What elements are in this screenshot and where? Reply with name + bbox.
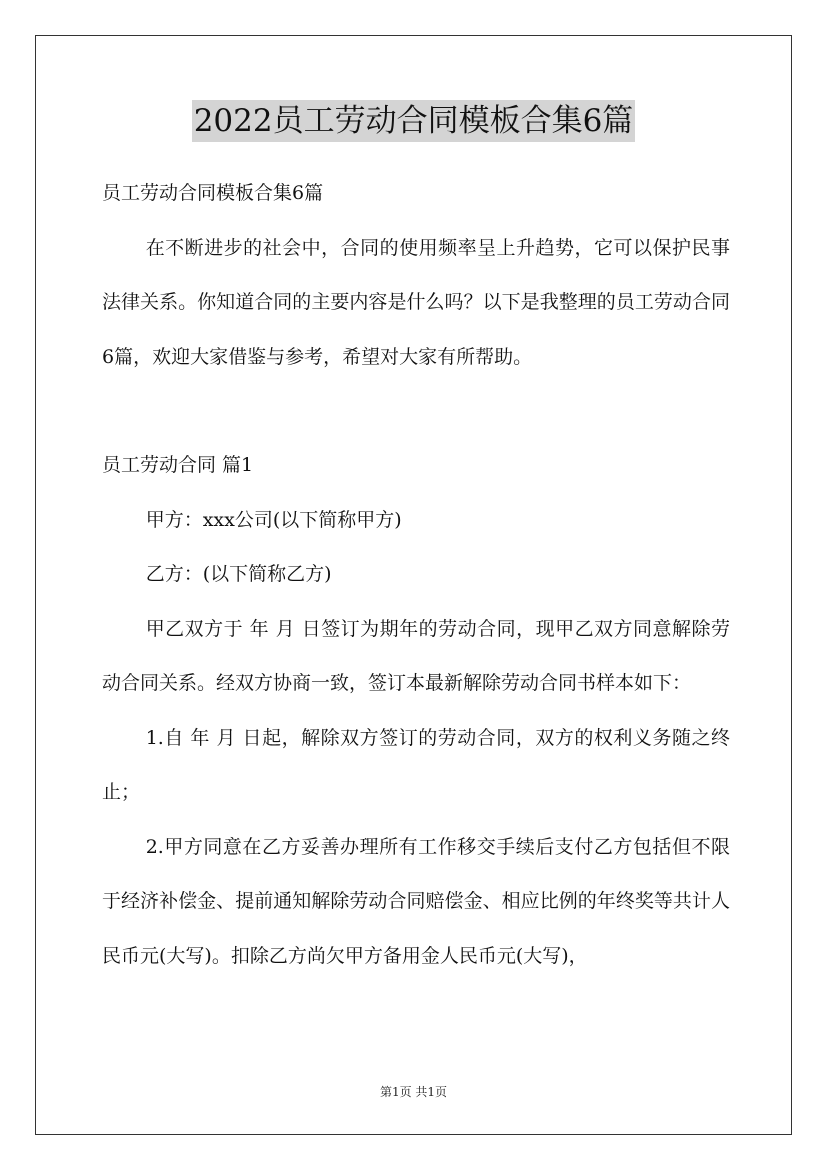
title-container — [0, 100, 827, 142]
document-body — [102, 166, 730, 983]
section-heading: 员工劳动合同 篇1 — [102, 454, 254, 476]
paragraph-gap — [102, 384, 730, 438]
agreement-paragraph: 甲乙双方于 年 月 日签订为期年的劳动合同，现甲乙双方同意解除劳动合同关系。经双方协商一致，签订本最新解除劳动合同书样本如下： — [102, 617, 730, 694]
page-footer: 第1页 共1页 — [379, 1085, 448, 1099]
party-b-line: 乙方：(以下简称乙方) — [145, 563, 332, 585]
document-subtitle: 员工劳动合同模板合集6篇 — [102, 182, 324, 204]
party-a-line: 甲方：xxx公司(以下简称甲方) — [145, 508, 402, 531]
intro-paragraph: 在不断进步的社会中，合同的使用频率呈上升趋势，它可以保护民事法律关系。你知道合同的主要内容是什么吗？以下是我整理的员工劳动合同6篇，欢迎大家借鉴与参考，希望对大家有所帮助。 — [102, 236, 730, 368]
clause-2: 2.甲方同意在乙方妥善办理所有工作移交手续后支付乙方包括但不限于经济补偿金、提前通知解除劳动合同赔偿金、相应比例的年终奖等共计人民币元(大写)。扣除乙方尚欠甲方备用金人民币元(大写)， — [102, 835, 730, 967]
document-title: 2022员工劳动合同模板合集6篇 — [192, 100, 636, 142]
clause-1: 1.自 年 月 日起，解除双方签订的劳动合同，双方的权利义务随之终止； — [102, 726, 730, 803]
